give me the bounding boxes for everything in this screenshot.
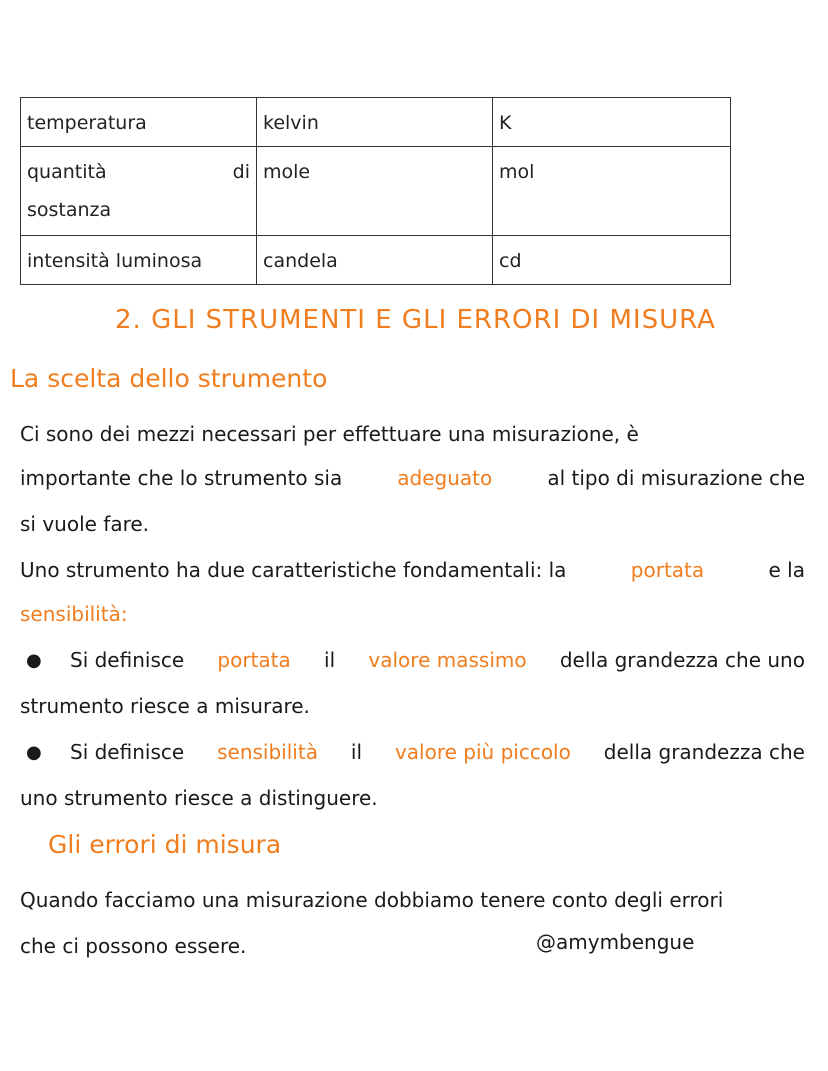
bullet-line — [70, 648, 805, 672]
text: Uno strumento ha due caratteristiche fondamentali: la — [20, 558, 567, 582]
text: Ci sono dei mezzi necessari per effettuare una misurazione, è — [20, 422, 639, 446]
quantity-di: di — [232, 161, 250, 183]
text: e la — [768, 558, 805, 582]
paragraph-line — [20, 422, 805, 446]
table-row — [21, 236, 731, 285]
paragraph-line — [20, 466, 805, 490]
highlight-text: valore massimo — [368, 648, 527, 672]
units-table — [20, 97, 731, 285]
highlight-text: adeguato — [397, 466, 493, 490]
highlight-text: valore più piccolo — [394, 740, 571, 764]
quantity-cell — [21, 147, 257, 236]
subsection-title-errors: Gli errori di misura — [48, 830, 282, 859]
paragraph-line — [20, 558, 805, 582]
paragraph-line: che ci possono essere. — [20, 934, 247, 958]
text: importante che lo strumento sia — [20, 466, 343, 490]
bullet-line-2: uno strumento riesce a distinguere. — [20, 786, 378, 810]
author-signature: @amymbengue — [536, 930, 695, 954]
subsection-title-instrument: La scelta dello strumento — [10, 364, 328, 393]
quantity-line1: quantità — [27, 161, 107, 183]
section-title: 2. GLI STRUMENTI E GLI ERRORI DI MISURA — [115, 305, 716, 335]
symbol-cell: mol — [493, 147, 731, 236]
table-row — [21, 98, 731, 147]
symbol-cell: cd — [493, 236, 731, 285]
text: Quando facciamo una misurazione dobbiamo tenere conto degli errori — [20, 888, 724, 912]
bullet-line-2: strumento riesce a misurare. — [20, 694, 310, 718]
text: Si definisce — [70, 648, 185, 672]
bullet-line — [70, 740, 805, 764]
symbol-cell: K — [493, 98, 731, 147]
text: il — [324, 648, 336, 672]
quantity-line2: sostanza — [27, 199, 112, 221]
bullet-icon: ● — [26, 650, 42, 671]
text: il — [350, 740, 363, 764]
table-row — [21, 147, 731, 236]
unit-cell: candela — [257, 236, 493, 285]
highlight-text: sensibilità: — [20, 602, 128, 626]
text: della grandezza che — [603, 740, 805, 764]
highlight-text: portata — [630, 558, 705, 582]
quantity-cell: temperatura — [21, 98, 257, 147]
paragraph-line — [20, 888, 805, 912]
unit-cell: kelvin — [257, 98, 493, 147]
unit-cell: mole — [257, 147, 493, 236]
paragraph-line: si vuole fare. — [20, 512, 150, 536]
bullet-icon: ● — [26, 742, 42, 763]
highlight-text: portata — [217, 648, 291, 672]
text: Si definisce — [70, 740, 185, 764]
highlight-text: sensibilità — [217, 740, 318, 764]
quantity-cell: intensità luminosa — [21, 236, 257, 285]
text: della grandezza che uno — [559, 648, 805, 672]
text: al tipo di misurazione che — [547, 466, 805, 490]
